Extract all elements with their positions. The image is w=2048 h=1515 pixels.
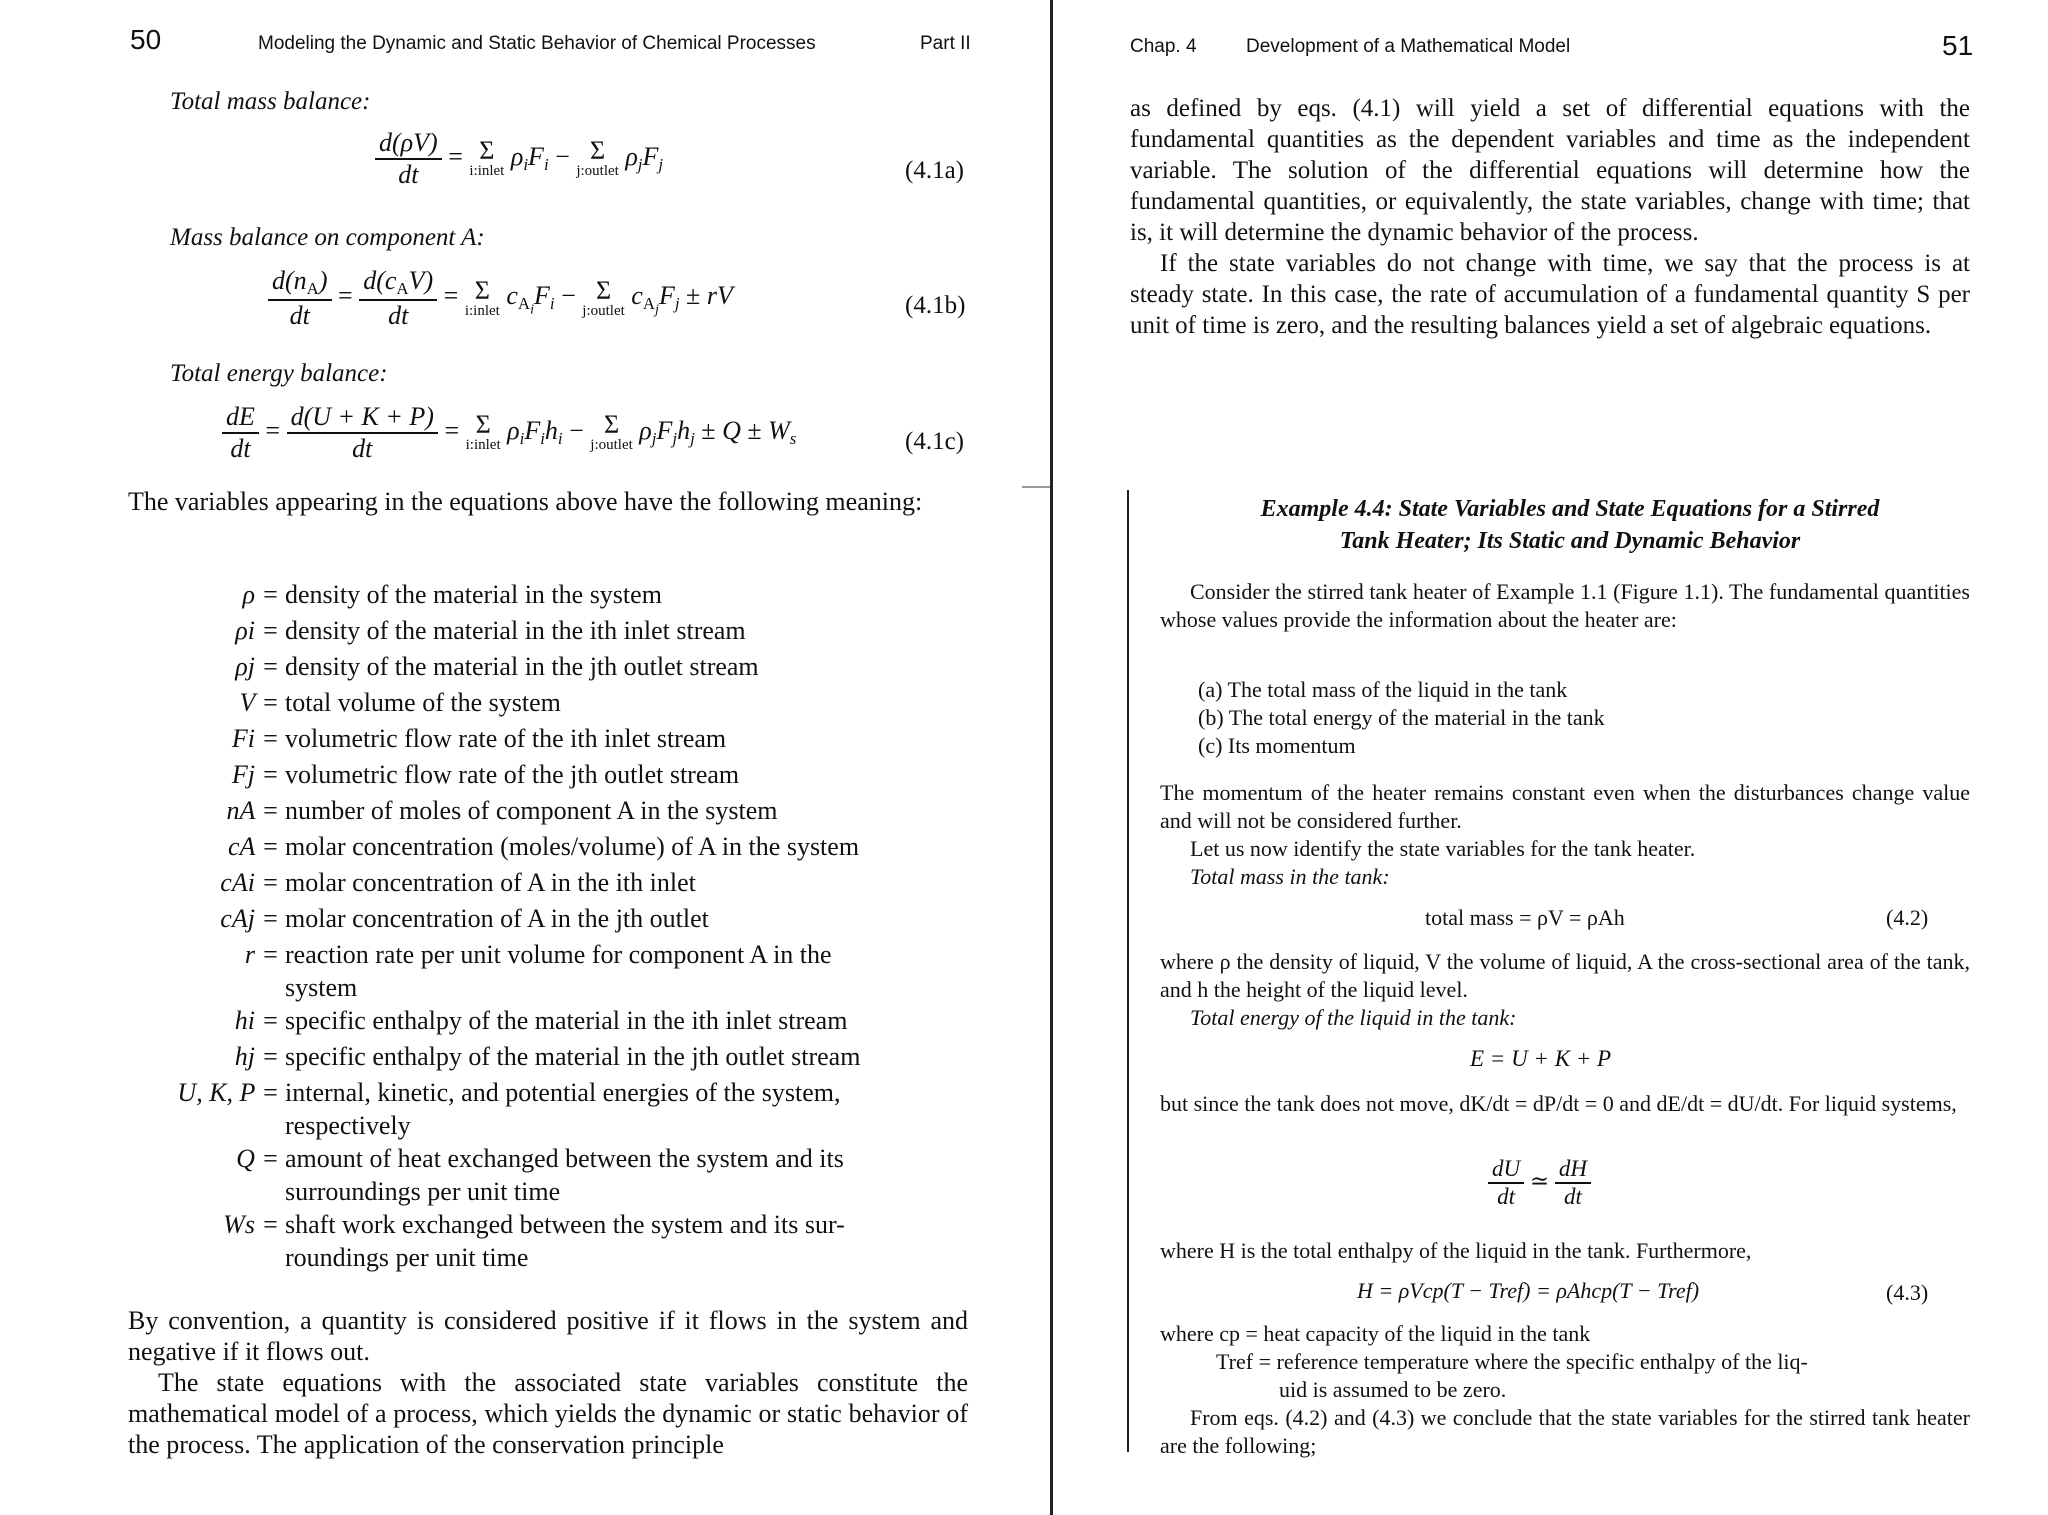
definitions-list (50, 577, 975, 1273)
caption-total-energy: Total energy balance: (170, 360, 388, 387)
definition-row (50, 685, 975, 721)
definition-text (285, 1075, 975, 1141)
example-body-6 (1160, 1320, 1970, 1460)
definition-text (285, 577, 975, 613)
definition-symbol: hj = (234, 1042, 279, 1071)
definition-text-continued: roundings per unit time (285, 1243, 529, 1272)
definition-text-continued: surroundings per unit time (285, 1177, 561, 1206)
example-para-2: The momentum of the heater remains constant even when the disturbances change value and will not be considered further. (1160, 780, 1970, 833)
definition-symbol: nA = (226, 796, 279, 825)
eq-number-4-1c: (4.1c) (905, 428, 964, 455)
example-para-5: but since the tank does not move, dK/dt = dP/dt = 0 and dE/dt = dU/dt. For liquid systems, (1160, 1091, 1957, 1116)
definition-text (285, 1141, 975, 1207)
definition-text-main: molar concentration (moles/volume) of A in the system (285, 832, 860, 861)
left-page (0, 0, 1020, 1515)
example-caption-energy: Total energy of the liquid in the tank: (1190, 1005, 1517, 1030)
definition-symbol: Fj = (231, 760, 279, 789)
equation-du-dh: $\frac{dU}{dt}$ ≃ $\frac{dH}{dt}$ (1488, 1156, 1591, 1211)
caption-total-mass: Total mass balance: (170, 88, 371, 115)
definition-text-main: density of the material in the ith inlet stream (285, 616, 746, 645)
page-number-right: 51 (1942, 30, 1974, 61)
definition-symbol: hi = (234, 1006, 279, 1035)
definition-row (50, 649, 975, 685)
definition-row (50, 721, 975, 757)
example-item-c: (c) Its momentum (1198, 733, 1356, 758)
eq-number-4-1b: (4.1b) (905, 292, 966, 319)
example-body-5 (1160, 1237, 1970, 1265)
example-body-4 (1160, 1090, 1970, 1118)
definition-text (285, 865, 975, 901)
definition-text-main: density of the material in the jth outlet stream (285, 652, 759, 681)
definition-text-main: amount of heat exchanged between the system and its (285, 1144, 844, 1173)
definition-row (50, 1003, 975, 1039)
definition-symbol: U, K, P = (177, 1078, 279, 1107)
eq-number-4-3: (4.3) (1886, 1280, 1929, 1305)
definition-row (50, 937, 975, 1003)
definition-text-continued: system (285, 973, 358, 1002)
definition-row (50, 865, 975, 901)
definition-symbol: cA = (228, 832, 279, 861)
definition-text-main: specific enthalpy of the material in the jth outlet stream (285, 1042, 861, 1071)
definition-symbol: Q = (236, 1144, 279, 1173)
definition-text-main: number of moles of component A in the system (285, 796, 778, 825)
definition-symbol: Fi = (231, 724, 279, 753)
definition-text (285, 1207, 975, 1273)
running-head-right: Development of a Mathematical Model (1246, 36, 1571, 57)
right-intro-text (1130, 93, 1970, 341)
example-caption-mass: Total mass in the tank: (1190, 864, 1390, 889)
definition-symbol: ρi = (235, 616, 279, 645)
example-para-7: From eqs. (4.2) and (4.3) we conclude that the state variables for the stirred tank heater are the following; (1160, 1405, 1970, 1458)
definition-symbol: cAi = (220, 868, 279, 897)
definition-symbol: r = (244, 940, 279, 969)
example-title-line-1: Example 4.4: State Variables and State Equations for a Stirred (1260, 496, 1880, 522)
definition-text-main: volumetric flow rate of the jth outlet stream (285, 760, 740, 789)
definition-text (285, 649, 975, 685)
example-body-3 (1160, 948, 1970, 1032)
definition-text (285, 829, 975, 865)
equation-4-1b: $\frac{d(n_A)}{dt}$ = $\frac{d(c_AV)}{dt}$ = Σ i:inlet $c_{A_i}Fi$ − Σ j:outlet $c_{A_j}Fj$ ± rV (268, 266, 733, 330)
definition-text-main: shaft work exchanged between the system and its sur- (285, 1210, 845, 1239)
example-para-1: Consider the stirred tank heater of Example 1.1 (Figure 1.1). The fundamental quantities whose values provide the information about the heater are: (1160, 579, 1970, 632)
convention-paragraph: By convention, a quantity is considered positive if it flows in the system and negative if it flows out. (128, 1306, 968, 1366)
definition-row (50, 901, 975, 937)
eq-number-4-2: (4.2) (1886, 905, 1929, 930)
definition-text (285, 937, 975, 1003)
definition-cp: where cp = heat capacity of the liquid in the tank (1160, 1321, 1591, 1346)
book-spine (1050, 0, 1053, 1515)
equation-4-3: H = ρVcp(T − Tref) = ρAhcp(T − Tref) (1357, 1278, 1700, 1303)
definition-row (50, 793, 975, 829)
example-title-line-2: Tank Heater; Its Static and Dynamic Behavior (1339, 528, 1801, 554)
equation-4-2: total mass = ρV = ρAh (1425, 905, 1625, 930)
definition-row (50, 1039, 975, 1075)
equation-energy: E = U + K + P (1470, 1046, 1612, 1071)
example-para-6: where H is the total enthalpy of the liquid in the tank. Furthermore, (1160, 1238, 1752, 1263)
definition-text-main: volumetric flow rate of the ith inlet stream (285, 724, 727, 753)
definition-row (50, 577, 975, 613)
example-item-a: (a) The total mass of the liquid in the tank (1198, 677, 1568, 702)
right-para-2: If the state variables do not change with time, we say that the process is at steady state. In this case, the rate of accumulation of a fundamental quantity S per unit of time is zero, and the resulting balances yield a set of algebraic equations. (1130, 250, 1970, 339)
example-body-2 (1160, 779, 1970, 891)
page-number-left: 50 (130, 24, 162, 55)
eq-number-4-1a: (4.1a) (905, 157, 964, 184)
running-head-left: Modeling the Dynamic and Static Behavior of Chemical Processes (258, 33, 816, 54)
definition-text (285, 1003, 975, 1039)
margin-mark (1022, 486, 1050, 488)
chapter-label: Chap. 4 (1130, 36, 1197, 57)
definition-row (50, 829, 975, 865)
example-body-1 (1160, 578, 1970, 634)
definition-tref-1: Tref = reference temperature where the specific enthalpy of the liq- (1216, 1349, 1808, 1374)
example-items (1198, 676, 1958, 760)
definition-text (285, 613, 975, 649)
definition-symbol: ρ = (242, 580, 279, 609)
example-para-4: where ρ the density of liquid, V the volume of liquid, A the cross-sectional area of the tank, and h the height of the liquid level. (1160, 949, 1970, 1002)
definition-text-main: molar concentration of A in the ith inlet (285, 868, 696, 897)
definition-row (50, 1207, 975, 1273)
definition-row (50, 1075, 975, 1141)
closing-paragraph: The state equations with the associated state variables constitute the mathematical model of a process, which yields the dynamic or static behavior of the process. The application of the conservation principle (128, 1368, 968, 1459)
right-para-1: as defined by eqs. (4.1) will yield a set of differential equations with the fundamental quantities as the dependent variables and time as the independent variable. The solution of the differential equations will determine how the fundamental quantities, or equivalently, the state variables, change with time; that is, it will determine the dynamic behavior of the process. (1130, 95, 1970, 246)
variables-intro (128, 486, 968, 517)
definition-tref-2: uid is assumed to be zero. (1279, 1377, 1507, 1402)
definition-row (50, 757, 975, 793)
definition-text (285, 685, 975, 721)
variables-intro-text: The variables appearing in the equations above have the following meaning: (128, 487, 923, 516)
definition-text (285, 793, 975, 829)
definition-symbol: ρj = (235, 652, 279, 681)
definition-row (50, 613, 975, 649)
definition-symbol: cAj = (220, 904, 279, 933)
part-label: Part II (920, 33, 971, 54)
definition-text (285, 757, 975, 793)
definition-text-main: total volume of the system (285, 688, 561, 717)
definition-text-main: reaction rate per unit volume for component A in the (285, 940, 832, 969)
equation-4-1c: $\frac{dE}{dt}$ = $\frac{d(U + K + P)}{dt}$ = Σ i:inlet ρiFihi − Σ j:outlet ρjFjhj ± Q ± Ws (222, 402, 796, 464)
definition-text-main: internal, kinetic, and potential energies of the system, (285, 1078, 841, 1107)
definition-text-main: specific enthalpy of the material in the ith inlet stream (285, 1006, 848, 1035)
example-margin-bar (1127, 490, 1129, 1452)
caption-component-a: Mass balance on component A: (170, 224, 485, 251)
definition-symbol: Ws = (223, 1210, 279, 1239)
definition-text (285, 1039, 975, 1075)
definition-text (285, 901, 975, 937)
example-title (1150, 493, 1990, 557)
definition-text-main: density of the material in the system (285, 580, 662, 609)
definition-text-continued: respectively (285, 1111, 411, 1140)
closing-text (128, 1305, 968, 1460)
definition-text (285, 721, 975, 757)
example-para-3: Let us now identify the state variables for the tank heater. (1190, 836, 1696, 861)
equation-4-1a: $\frac{d(\rho V)}{dt}$ = Σ i:inlet ρiFi − Σ j:outlet ρjFj (375, 128, 663, 190)
definition-symbol: V = (239, 688, 279, 717)
definition-text-main: molar concentration of A in the jth outlet (285, 904, 709, 933)
example-item-b: (b) The total energy of the material in the tank (1198, 705, 1605, 730)
definition-row (50, 1141, 975, 1207)
